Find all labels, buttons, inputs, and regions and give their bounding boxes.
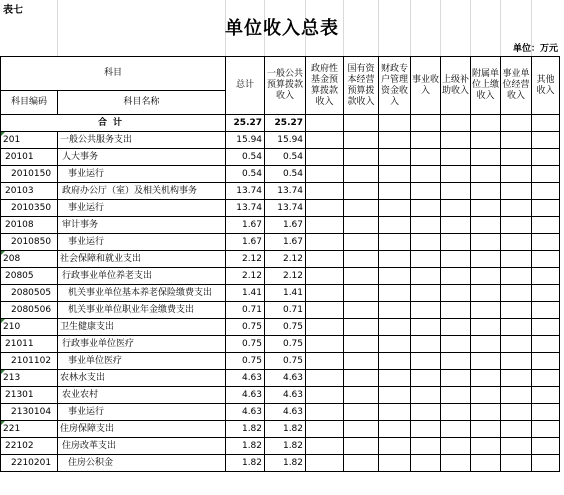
table-row [1, 285, 560, 302]
empty-cell [411, 268, 441, 285]
empty-cell [344, 285, 379, 302]
empty-cell [306, 200, 344, 217]
empty-cell [471, 438, 501, 455]
empty-cell [411, 319, 441, 336]
empty-cell [501, 421, 532, 438]
subject-name: 社会保障和就业支出 [58, 251, 226, 268]
empty-cell [441, 370, 471, 387]
subject-code: 2210201 [1, 455, 58, 472]
table-row [1, 132, 560, 149]
row-total: 2.12 [226, 268, 265, 285]
table-row [1, 319, 560, 336]
cell-marker-icon [1, 319, 5, 323]
empty-cell [306, 166, 344, 183]
empty-cell [441, 149, 471, 166]
cell-marker-icon [1, 421, 5, 425]
row-general-budget: 4.63 [265, 370, 306, 387]
subject-name: 机关事业单位职业年金缴费支出 [58, 302, 226, 319]
empty-cell [306, 234, 344, 251]
empty-cell [501, 200, 532, 217]
row-general-budget: 2.12 [265, 251, 306, 268]
subject-code: 2010350 [1, 200, 58, 217]
empty-cell [411, 404, 441, 421]
empty-cell [344, 166, 379, 183]
empty-cell [379, 200, 411, 217]
table-row [1, 166, 560, 183]
subject-code: 2130104 [1, 404, 58, 421]
empty-cell [306, 438, 344, 455]
row-general-budget: 0.75 [265, 319, 306, 336]
empty-cell [344, 149, 379, 166]
row-total: 0.75 [226, 319, 265, 336]
subject-code-text: 213 [3, 373, 21, 383]
empty-cell [471, 353, 501, 370]
empty-cell [344, 370, 379, 387]
subject-name: 事业运行 [58, 234, 226, 251]
table-row [1, 183, 560, 200]
total-row [1, 115, 560, 132]
empty-cell [379, 183, 411, 200]
empty-cell [441, 336, 471, 353]
subject-name: 事业运行 [58, 166, 226, 183]
empty-cell [344, 217, 379, 234]
empty-cell [379, 149, 411, 166]
row-general-budget: 0.75 [265, 353, 306, 370]
empty-cell [471, 370, 501, 387]
empty-cell [379, 455, 411, 472]
header-gov-fund: 政府性基金预算拨款收入 [306, 57, 344, 115]
empty-cell [379, 217, 411, 234]
empty-cell [379, 166, 411, 183]
empty-cell [306, 183, 344, 200]
empty-cell [532, 302, 560, 319]
empty-cell [411, 336, 441, 353]
total-label: 合计 [1, 115, 226, 132]
empty-cell [471, 319, 501, 336]
empty-cell [411, 149, 441, 166]
empty-cell [471, 285, 501, 302]
empty-cell [411, 387, 441, 404]
empty-cell [441, 421, 471, 438]
row-total: 2.12 [226, 251, 265, 268]
empty-cell [344, 421, 379, 438]
empty-cell [306, 336, 344, 353]
subject-code: 2080506 [1, 302, 58, 319]
header-business-income: 事业收入 [411, 57, 441, 115]
empty-cell [306, 302, 344, 319]
empty-cell [501, 336, 532, 353]
subject-code: 2101102 [1, 353, 58, 370]
row-general-budget: 1.41 [265, 285, 306, 302]
subject-code [1, 319, 58, 336]
empty-cell [441, 217, 471, 234]
header-affiliate-remit: 附属单位上缴收入 [471, 57, 501, 115]
empty-cell [532, 132, 560, 149]
row-total: 13.74 [226, 183, 265, 200]
row-total: 4.63 [226, 404, 265, 421]
empty-cell [306, 421, 344, 438]
empty-cell [532, 404, 560, 421]
subject-code [1, 251, 58, 268]
empty-cell [532, 438, 560, 455]
subject-name: 事业运行 [58, 200, 226, 217]
empty-cell [344, 353, 379, 370]
empty-cell [532, 200, 560, 217]
header-total: 总计 [226, 57, 265, 115]
subject-name: 机关事业单位基本养老保险缴费支出 [58, 285, 226, 302]
empty-cell [306, 387, 344, 404]
empty-cell [501, 285, 532, 302]
empty-cell [471, 268, 501, 285]
table-row [1, 455, 560, 472]
empty-cell [471, 200, 501, 217]
header-code: 科目编码 [1, 91, 58, 115]
empty-cell [471, 336, 501, 353]
cell-marker-icon [1, 251, 5, 255]
row-general-budget: 4.63 [265, 387, 306, 404]
row-general-budget: 13.74 [265, 200, 306, 217]
table-row [1, 353, 560, 370]
empty-cell [532, 268, 560, 285]
empty-cell [306, 217, 344, 234]
empty-cell [532, 234, 560, 251]
empty-cell [501, 455, 532, 472]
empty-cell [306, 404, 344, 421]
empty-cell [501, 319, 532, 336]
row-total: 15.94 [226, 132, 265, 149]
row-general-budget: 13.74 [265, 183, 306, 200]
empty-cell [471, 166, 501, 183]
subject-name: 政府办公厅（室）及相关机构事务 [58, 183, 226, 200]
row-total: 0.54 [226, 166, 265, 183]
empty-cell [411, 166, 441, 183]
empty-cell [501, 268, 532, 285]
empty-cell [344, 234, 379, 251]
empty-cell [306, 132, 344, 149]
subject-name: 住房保障支出 [58, 421, 226, 438]
empty-cell [379, 319, 411, 336]
empty-cell [501, 183, 532, 200]
row-general-budget: 1.67 [265, 234, 306, 251]
subject-code: 2080505 [1, 285, 58, 302]
table-row [1, 251, 560, 268]
row-total: 1.82 [226, 455, 265, 472]
table-row [1, 234, 560, 251]
empty-cell [411, 353, 441, 370]
empty-cell [306, 149, 344, 166]
subject-name: 行政事业单位医疗 [58, 336, 226, 353]
empty-cell [306, 285, 344, 302]
subject-code: 20805 [1, 268, 58, 285]
subject-code-text: 208 [3, 254, 21, 264]
empty-cell [471, 251, 501, 268]
empty-cell [441, 183, 471, 200]
subject-code-text: 201 [3, 135, 21, 145]
table-row [1, 387, 560, 404]
empty-cell [344, 132, 379, 149]
subject-code: 21011 [1, 336, 58, 353]
subject-name: 农业农村 [58, 387, 226, 404]
empty-cell [379, 336, 411, 353]
empty-cell [344, 268, 379, 285]
empty-cell [344, 455, 379, 472]
empty-cell [532, 217, 560, 234]
empty-cell [501, 251, 532, 268]
subject-name: 事业运行 [58, 404, 226, 421]
row-total: 0.75 [226, 353, 265, 370]
row-total: 1.82 [226, 421, 265, 438]
empty-cell [344, 251, 379, 268]
empty-cell [306, 268, 344, 285]
empty-cell [441, 268, 471, 285]
empty-cell [471, 404, 501, 421]
empty-cell [471, 387, 501, 404]
table-row [1, 370, 560, 387]
row-general-budget: 0.54 [265, 166, 306, 183]
row-total: 1.67 [226, 217, 265, 234]
empty-cell [379, 234, 411, 251]
empty-cell [379, 387, 411, 404]
table-row [1, 404, 560, 421]
row-total: 1.82 [226, 438, 265, 455]
row-total: 1.67 [226, 234, 265, 251]
row-general-budget: 1.67 [265, 217, 306, 234]
row-general-budget: 4.63 [265, 404, 306, 421]
subject-code-text: 221 [3, 424, 21, 434]
header-superior-subsidy: 上级补助收入 [441, 57, 471, 115]
subject-name: 人大事务 [58, 149, 226, 166]
table-row [1, 217, 560, 234]
subject-code: 2010150 [1, 166, 58, 183]
empty-cell [501, 387, 532, 404]
empty-cell [532, 166, 560, 183]
empty-cell [532, 319, 560, 336]
header-name: 科目名称 [58, 91, 226, 115]
empty-cell [379, 421, 411, 438]
table-row [1, 421, 560, 438]
table-row [1, 200, 560, 217]
empty-cell [471, 455, 501, 472]
header-state-capital: 国有资本经营预算拨款收入 [344, 57, 379, 115]
row-general-budget: 0.54 [265, 149, 306, 166]
empty-cell [344, 336, 379, 353]
empty-cell [532, 149, 560, 166]
subject-code-text: 210 [3, 322, 21, 332]
empty-cell [344, 438, 379, 455]
empty-cell [532, 370, 560, 387]
empty-cell [471, 421, 501, 438]
row-total: 1.41 [226, 285, 265, 302]
empty-cell [471, 149, 501, 166]
header-other-income: 其他收入 [532, 57, 560, 115]
empty-cell [411, 438, 441, 455]
empty-cell [532, 421, 560, 438]
empty-cell [441, 166, 471, 183]
empty-cell [501, 302, 532, 319]
empty-cell [411, 302, 441, 319]
empty-cell [441, 251, 471, 268]
empty-cell [441, 319, 471, 336]
empty-cell [532, 336, 560, 353]
empty-cell [411, 370, 441, 387]
row-total: 0.71 [226, 302, 265, 319]
empty-cell [344, 404, 379, 421]
total-general-budget: 25.27 [265, 115, 306, 132]
subject-code: 20103 [1, 183, 58, 200]
empty-cell [532, 183, 560, 200]
empty-cell [411, 234, 441, 251]
table-row [1, 336, 560, 353]
table-row [1, 268, 560, 285]
cell-marker-icon [1, 132, 5, 136]
subject-name: 审计事务 [58, 217, 226, 234]
empty-cell [501, 353, 532, 370]
header-subject: 科目 [1, 57, 226, 91]
empty-cell [344, 302, 379, 319]
row-general-budget: 1.82 [265, 438, 306, 455]
empty-cell [344, 200, 379, 217]
empty-cell [441, 455, 471, 472]
empty-cell [379, 285, 411, 302]
empty-cell [379, 404, 411, 421]
subject-name: 农林水支出 [58, 370, 226, 387]
subject-code: 21301 [1, 387, 58, 404]
empty-cell [379, 268, 411, 285]
empty-cell [501, 438, 532, 455]
income-summary-table [0, 56, 560, 472]
subject-name: 行政事业单位养老支出 [58, 268, 226, 285]
header-special-account: 财政专户管理资金收入 [379, 57, 411, 115]
empty-cell [501, 149, 532, 166]
row-general-budget: 15.94 [265, 132, 306, 149]
empty-cell [306, 319, 344, 336]
empty-cell [441, 387, 471, 404]
empty-cell [411, 217, 441, 234]
empty-cell [411, 183, 441, 200]
empty-cell [501, 234, 532, 251]
subject-code: 20108 [1, 217, 58, 234]
row-general-budget: 1.82 [265, 421, 306, 438]
empty-cell [411, 251, 441, 268]
subject-name: 卫生健康支出 [58, 319, 226, 336]
empty-cell [532, 285, 560, 302]
empty-cell [411, 132, 441, 149]
empty-cell [441, 234, 471, 251]
empty-cell [471, 183, 501, 200]
empty-cell [441, 353, 471, 370]
empty-cell [411, 285, 441, 302]
empty-cell [532, 387, 560, 404]
table-row [1, 438, 560, 455]
row-total: 4.63 [226, 370, 265, 387]
empty-cell [379, 353, 411, 370]
empty-cell [379, 302, 411, 319]
row-general-budget: 2.12 [265, 268, 306, 285]
empty-cell [411, 421, 441, 438]
subject-name: 住房改革支出 [58, 438, 226, 455]
row-total: 4.63 [226, 387, 265, 404]
subject-code: 20101 [1, 149, 58, 166]
row-total: 13.74 [226, 200, 265, 217]
empty-cell [441, 132, 471, 149]
empty-cell [441, 438, 471, 455]
empty-cell [441, 404, 471, 421]
subject-code: 22102 [1, 438, 58, 455]
empty-cell [471, 217, 501, 234]
empty-cell [379, 251, 411, 268]
cell-marker-icon [1, 370, 5, 374]
total-sum: 25.27 [226, 115, 265, 132]
header-general-budget: 一般公共预算拨款收入 [265, 57, 306, 115]
empty-cell [344, 183, 379, 200]
empty-cell [411, 200, 441, 217]
row-general-budget: 1.82 [265, 455, 306, 472]
empty-cell [501, 166, 532, 183]
row-general-budget: 0.71 [265, 302, 306, 319]
subject-name: 事业单位医疗 [58, 353, 226, 370]
subject-code [1, 370, 58, 387]
empty-cell [379, 438, 411, 455]
empty-cell [441, 285, 471, 302]
empty-cell [344, 387, 379, 404]
empty-cell [344, 319, 379, 336]
empty-cell [471, 302, 501, 319]
subject-code [1, 421, 58, 438]
empty-cell [411, 455, 441, 472]
empty-cell [379, 132, 411, 149]
empty-cell [532, 455, 560, 472]
empty-cell [532, 251, 560, 268]
empty-cell [306, 251, 344, 268]
table-row [1, 149, 560, 166]
empty-cell [379, 370, 411, 387]
row-general-budget: 0.75 [265, 336, 306, 353]
empty-cell [306, 455, 344, 472]
row-total: 0.75 [226, 336, 265, 353]
empty-cell [501, 132, 532, 149]
page-title: 单位收入总表 [225, 18, 339, 39]
empty-cell [306, 353, 344, 370]
empty-cell [306, 370, 344, 387]
header-operating-income: 事业单位经营收入 [501, 57, 532, 115]
empty-cell [532, 353, 560, 370]
subject-name: 住房公积金 [58, 455, 226, 472]
unit-label: 单位：万元 [512, 44, 558, 54]
subject-name: 一般公共服务支出 [58, 132, 226, 149]
row-total: 0.54 [226, 149, 265, 166]
subject-code: 2010850 [1, 234, 58, 251]
subject-code [1, 132, 58, 149]
empty-cell [441, 302, 471, 319]
table-row [1, 302, 560, 319]
empty-cell [471, 132, 501, 149]
empty-cell [501, 404, 532, 421]
empty-cell [471, 234, 501, 251]
empty-cell [501, 370, 532, 387]
empty-cell [441, 200, 471, 217]
empty-cell [501, 217, 532, 234]
table-number-tag: 表七 [3, 5, 23, 16]
